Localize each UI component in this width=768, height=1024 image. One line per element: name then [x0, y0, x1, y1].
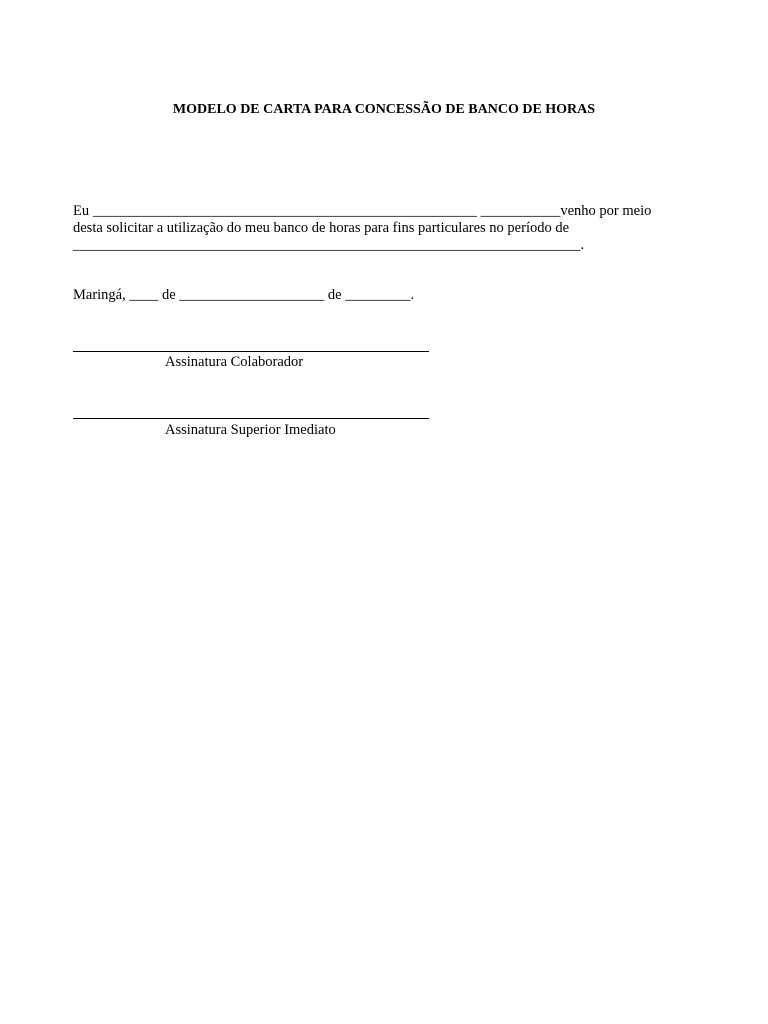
document-title: MODELO DE CARTA PARA CONCESSÃO DE BANCO DE HORAS [172, 102, 596, 117]
employee-signature-label: Assinatura Colaborador [165, 354, 304, 370]
body-text-line-3: ______________________________________________________________________. [73, 237, 585, 253]
date-line: Maringá, ____ de ____________________ de _________. [73, 287, 415, 303]
supervisor-signature-label: Assinatura Superior Imediato [165, 422, 336, 438]
body-text-line-1: Eu _____________________________________________________ ___________venho por meio [73, 203, 652, 219]
supervisor-signature-line [73, 418, 429, 419]
body-text-line-2: desta solicitar a utilização do meu banco de horas para fins particulares no período de [73, 220, 570, 236]
employee-signature-line [73, 351, 429, 352]
